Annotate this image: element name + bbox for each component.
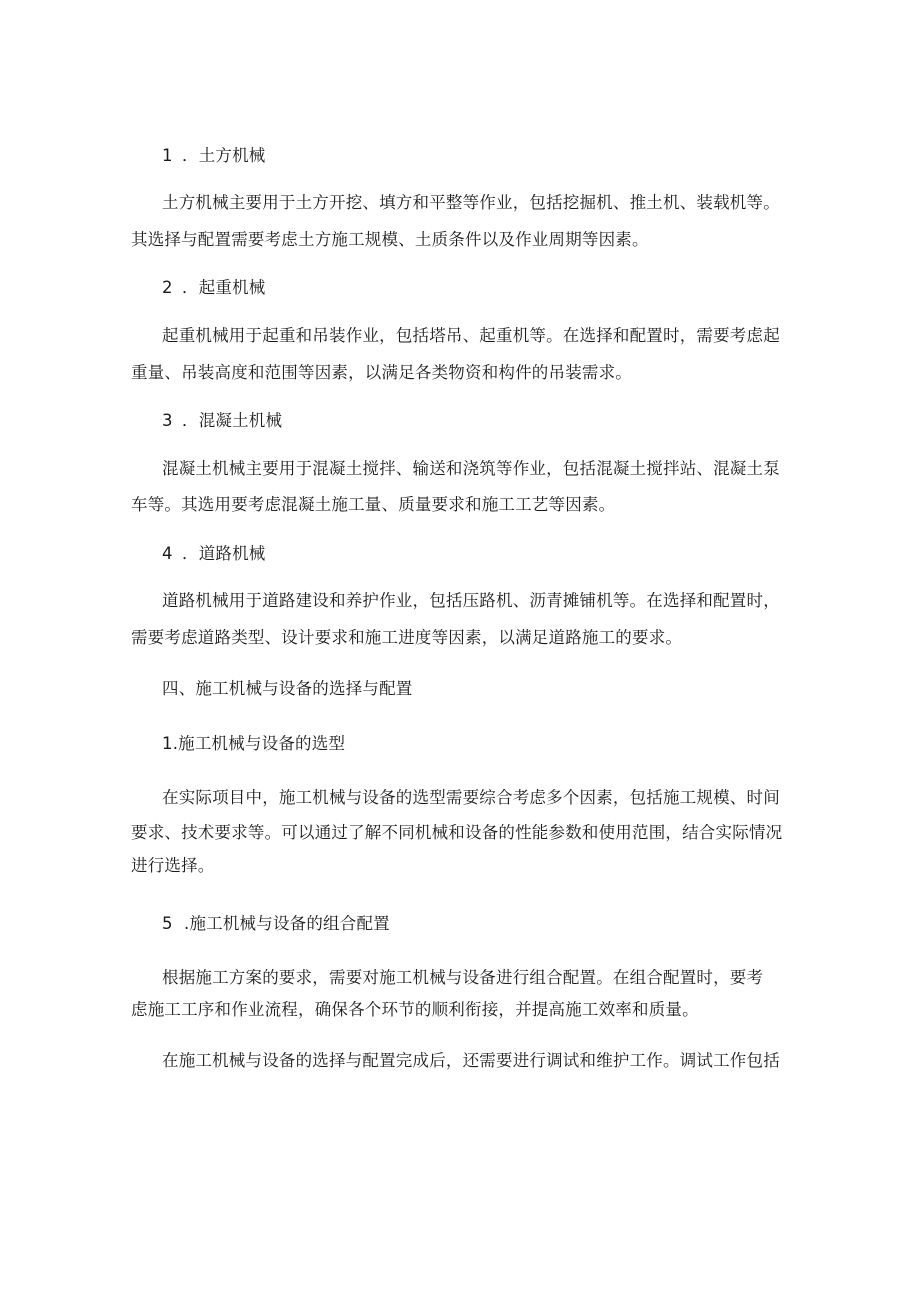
paragraph-line: 根据施工方案的要求，需要对施工机械与设备进行组合配置。在组合配置时，要考	[162, 968, 764, 987]
section-title: ．道路机械	[182, 544, 266, 563]
section-heading-2	[162, 277, 266, 299]
paragraph-line: 在实际项目中，施工机械与设备的选型需要综合考虑多个因素，包括施工规模、时间	[162, 788, 780, 807]
section-number: 4	[162, 544, 173, 563]
section-number: 2	[162, 278, 173, 297]
section-number: 3	[162, 411, 173, 430]
section-title: ．起重机械	[182, 278, 266, 297]
section-title: .施工机械与设备的组合配置	[184, 914, 390, 933]
paragraph-line: 需要考虑道路类型、设计要求和施工进度等因素，以满足道路施工的要求。	[131, 628, 683, 647]
paragraph-line: 土方机械主要用于土方开挖、填方和平整等作业，包括挖掘机、推土机、装载机等。	[162, 193, 780, 212]
subsection-heading-2	[162, 913, 390, 935]
section-heading-3	[162, 410, 282, 432]
paragraph-line: 其选择与配置需要考虑土方施工规模、土质条件以及作业周期等因素。	[131, 230, 649, 249]
section-title: ．土方机械	[182, 146, 266, 165]
paragraph-line: 重量、吊装高度和范围等因素，以满足各类物资和构件的吊装需求。	[131, 363, 632, 382]
paragraph-line: 车等。其选用要考虑混凝土施工量、质量要求和施工工艺等因素。	[131, 495, 616, 514]
section-heading-1	[162, 145, 266, 167]
paragraph-line: 道路机械用于道路建设和养护作业，包括压路机、沥青摊铺机等。在选择和配置时，	[162, 591, 780, 610]
section-title: ．混凝土机械	[182, 411, 283, 430]
paragraph-line: 要求、技术要求等。可以通过了解不同机械和设备的性能参数和使用范围，结合实际情况	[131, 823, 783, 842]
subsection-heading-1: 1.施工机械与设备的选型	[162, 734, 346, 753]
paragraph-line: 混凝土机械主要用于混凝土搅拌、输送和浇筑等作业，包括混凝土搅拌站、混凝土泵	[162, 459, 780, 478]
section-heading-4	[162, 543, 266, 565]
paragraph-line: 进行选择。	[131, 856, 215, 875]
section-number: 1	[162, 146, 173, 165]
chapter-heading: 四、施工机械与设备的选择与配置	[162, 679, 413, 698]
section-number: 5	[162, 914, 173, 933]
paragraph-line: 虑施工工序和作业流程，确保各个环节的顺利衔接，并提高施工效率和质量。	[131, 1000, 699, 1019]
paragraph-line: 起重机械用于起重和吊装作业，包括塔吊、起重机等。在选择和配置时，需要考虑起	[162, 326, 780, 345]
paragraph-line: 在施工机械与设备的选择与配置完成后，还需要进行调试和维护工作。调试工作包括	[162, 1051, 780, 1070]
